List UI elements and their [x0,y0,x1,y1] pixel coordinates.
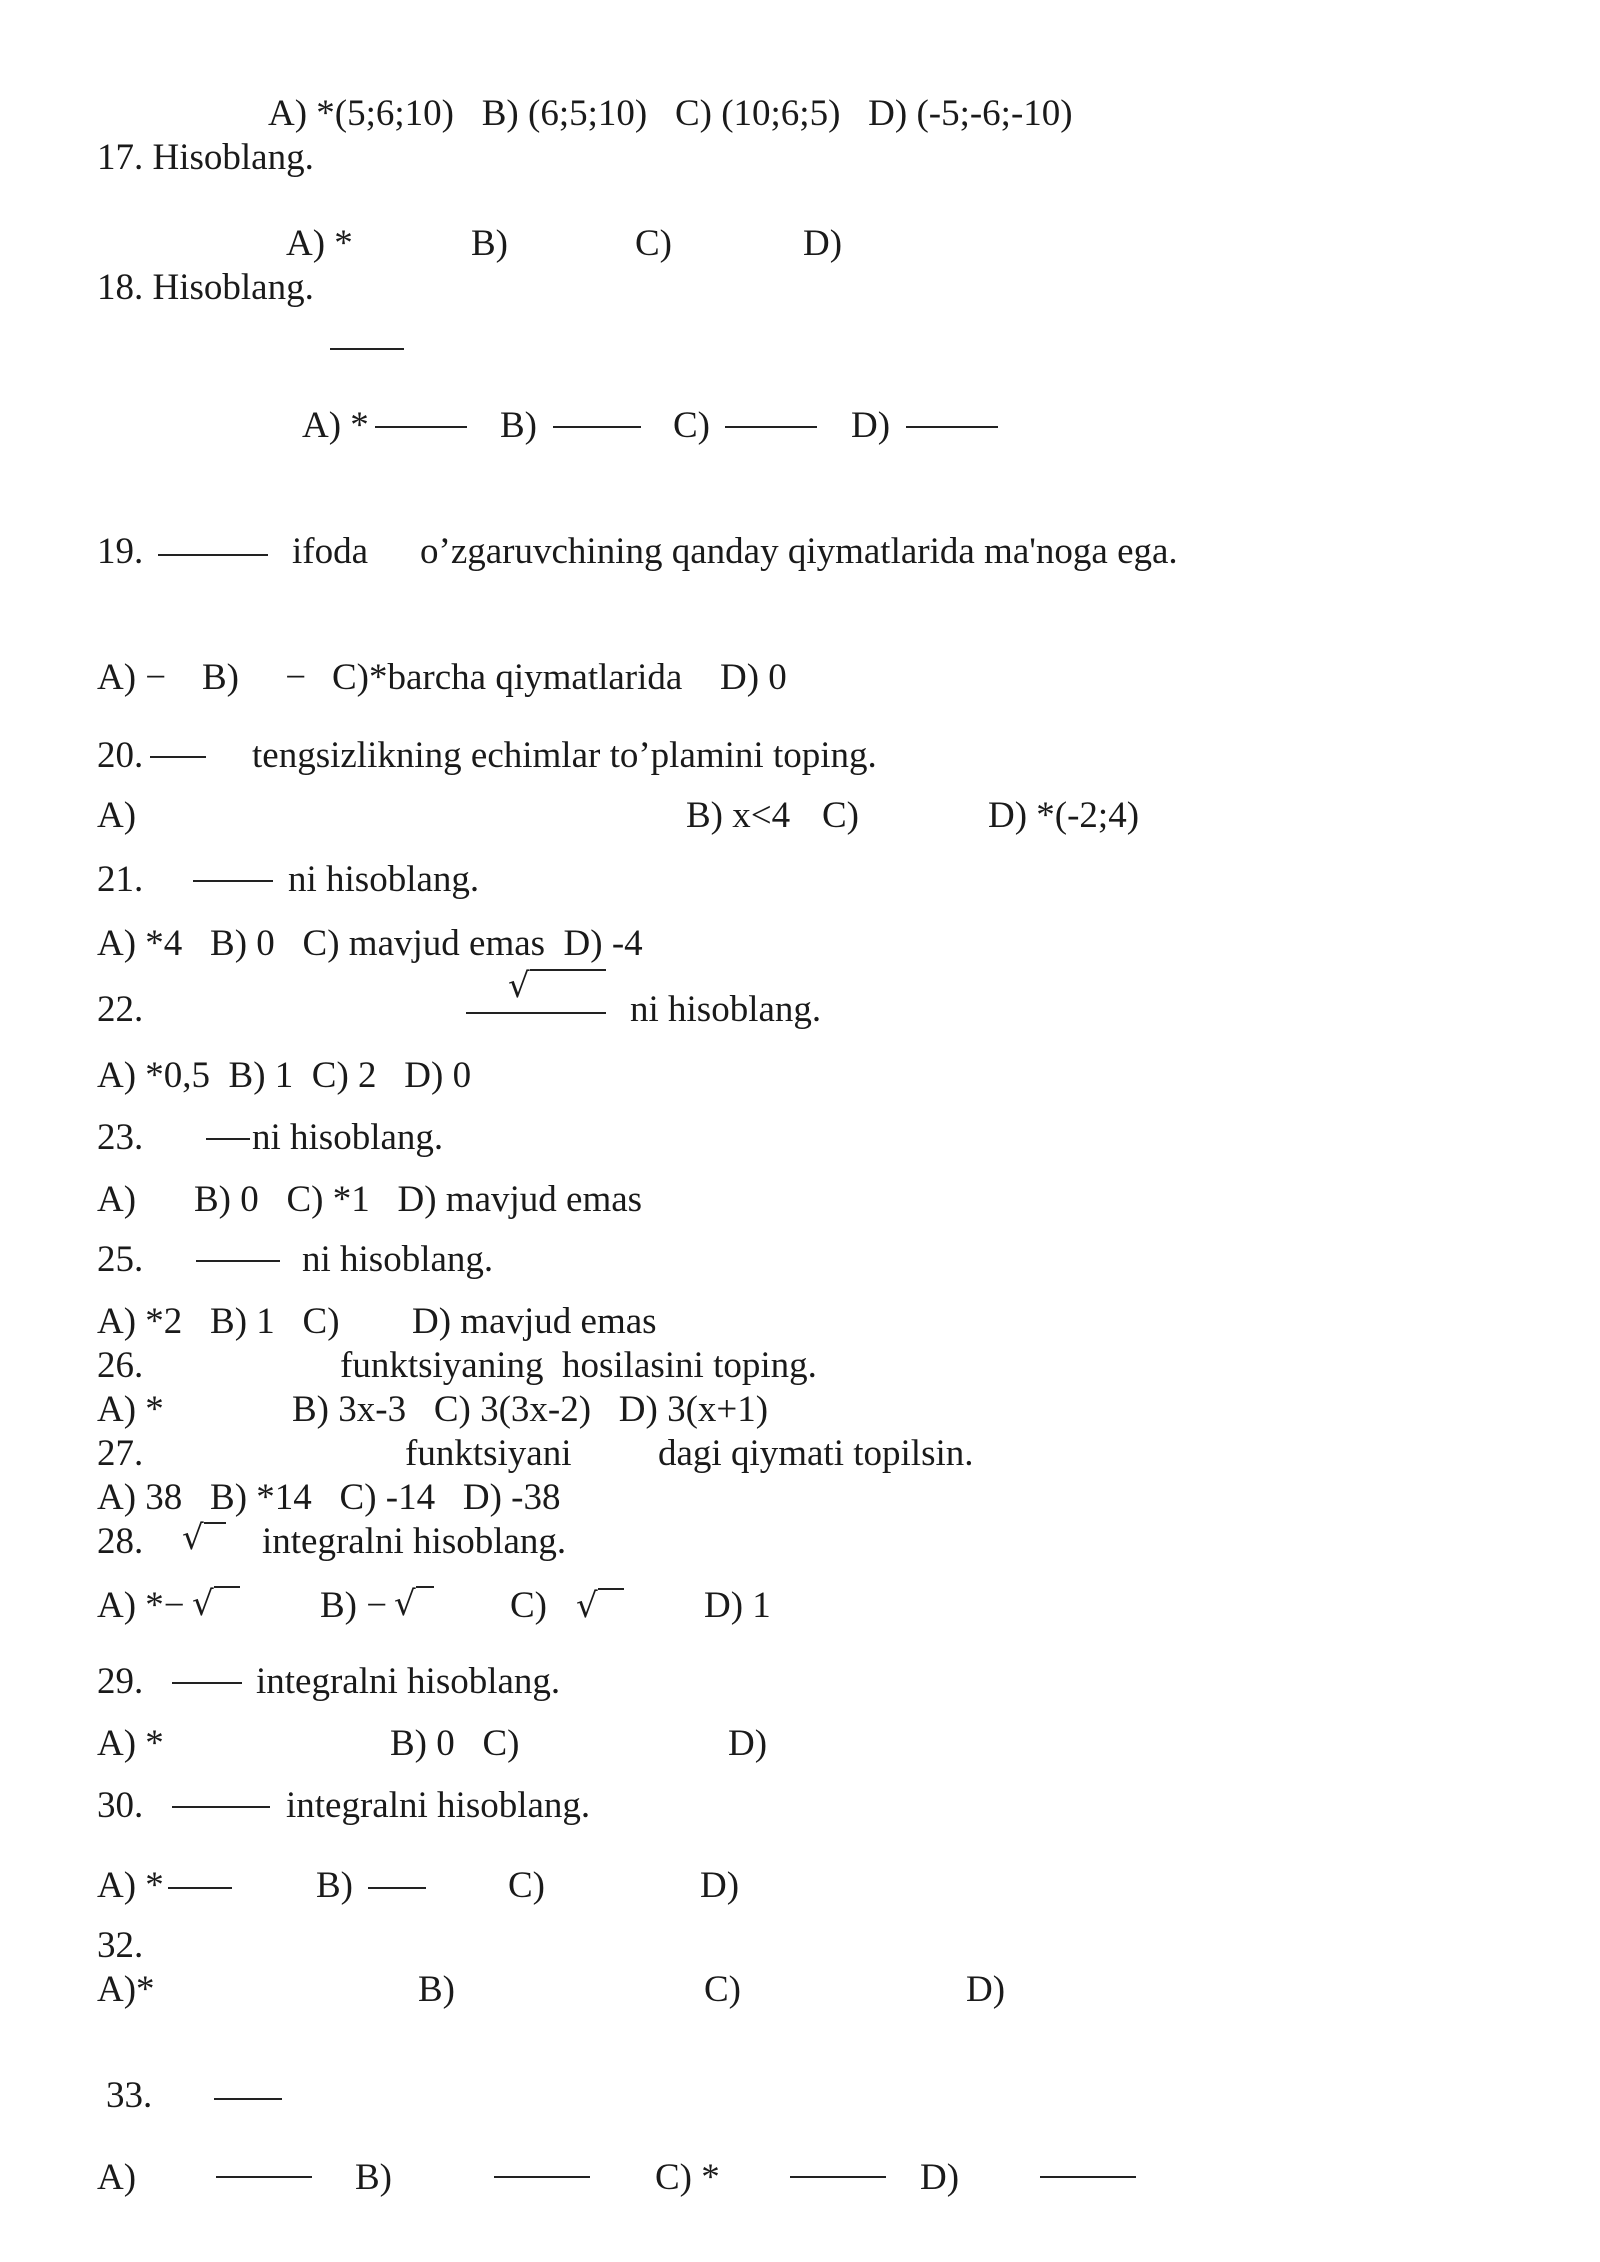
q22-number: 22. [97,989,144,1030]
q26-option-a: A) * [97,1389,164,1430]
q18-b-fraction-bar [553,426,641,428]
q26-options-bcd: B) 3x-3 C) 3(3x-2) D) 3(x+1) [292,1389,769,1430]
q25-fraction-bar [196,1260,280,1262]
q33-b-fraction-bar [494,2176,590,2178]
q32-option-b: B) [418,1969,455,2010]
q17-option-c: C) [635,223,672,264]
q20-option-d: D) *(-2;4) [988,795,1140,836]
q23-options-bcd: B) 0 C) *1 D) mavjud emas [194,1179,643,1220]
q32-option-d: D) [966,1969,1006,2010]
q22-fraction-bar [466,1012,606,1014]
q28-c-sqrt-vinculum [598,1588,624,1590]
q30-option-d: D) [700,1865,740,1906]
q18-option-c: C) [673,405,710,446]
q17-option-a: A) * [286,223,353,264]
q28-sqrt-sign: √ [182,1518,204,1558]
q33-a-fraction-bar [216,2176,312,2178]
q32-option-a: A)* [97,1969,155,2010]
q22-question-text: ni hisoblang. [630,989,822,1030]
q20-option-a: A) [97,795,137,836]
q28-option-d: D) 1 [704,1585,771,1626]
q25-question-text: ni hisoblang. [302,1239,494,1280]
q27-word-funktsiyani: funktsiyani [405,1433,572,1474]
q18-option-d: D) [851,405,891,446]
q21-fraction-bar [193,880,273,882]
q21-number: 21. [97,859,144,900]
q19-number: 19. [97,531,144,572]
q20-fraction-bar [150,756,206,758]
q21-question-text: ni hisoblang. [288,859,480,900]
q30-b-fraction-bar [368,1887,426,1889]
q28-option-c: C) [510,1585,547,1626]
q29-number: 29. [97,1661,144,1702]
q18-option-a: A) * [302,405,369,446]
q28-option-b: B) − [320,1585,388,1626]
q26-number: 26. [97,1345,144,1386]
q28-a-sqrt-vinculum [214,1586,240,1588]
q19-option-b: B) − [202,657,307,698]
q30-question-text: integralni hisoblang. [286,1785,591,1826]
q23-option-a: A) [97,1179,137,1220]
q30-number: 30. [97,1785,144,1826]
q19-word-ifoda: ifoda [292,531,369,572]
q28-option-a: A) *− [97,1585,185,1626]
q28-sqrt-vinculum [204,1522,226,1524]
q33-d-fraction-bar [1040,2176,1136,2178]
q32-number: 32. [97,1925,144,1966]
q23-number: 23. [97,1117,144,1158]
q18-d-fraction-bar [906,426,998,428]
q29-option-d: D) [728,1723,768,1764]
q19-option-c: C)*barcha qiymatlarida [332,657,683,698]
q21-options: A) *4 B) 0 C) mavjud emas D) -4 [97,923,643,964]
q28-number: 28. [97,1521,144,1562]
q33-option-a: A) [97,2157,137,2198]
q32-option-c: C) [704,1969,741,2010]
q26-question-text: funktsiyaning hosilasini toping. [340,1345,817,1386]
q18-a-fraction-bar [375,426,467,428]
q18-c-fraction-bar [725,426,817,428]
q20-question-text: tengsizlikning echimlar to’plamini toping. [252,735,877,776]
q29-question-text: integralni hisoblang. [256,1661,561,1702]
q33-c-fraction-bar [790,2176,886,2178]
q29-fraction-bar [172,1682,242,1684]
q33-option-c: C) * [655,2157,720,2198]
q19-option-d: D) 0 [720,657,787,698]
q22-sqrt-sign: √ [508,966,530,1006]
q33-option-d: D) [920,2157,960,2198]
q23-question-text: ni hisoblang. [252,1117,444,1158]
q30-option-a: A) * [97,1865,164,1906]
q27-number: 27. [97,1433,144,1474]
q27-question-text: dagi qiymati topilsin. [658,1433,974,1474]
q22-options: A) *0,5 B) 1 C) 2 D) 0 [97,1055,472,1096]
q19-fraction-bar [158,554,268,556]
q16-options: A) *(5;6;10) B) (6;5;10) C) (10;6;5) D) (-5;-6;-10) [268,93,1073,134]
q29-options-bc: B) 0 C) [390,1723,520,1764]
q25-options-abc: A) *2 B) 1 C) [97,1301,340,1342]
q18-question: 18. Hisoblang. [97,267,314,308]
q33-option-b: B) [355,2157,392,2198]
q17-option-b: B) [471,223,508,264]
q19-option-a: A) − [97,657,167,698]
q20-option-b: B) x<4 [686,795,791,836]
q27-options: A) 38 B) *14 C) -14 D) -38 [97,1477,561,1518]
q19-question-text: o’zgaruvchining qanday qiymatlarida ma'noga ega. [420,531,1178,572]
q20-option-c: C) [822,795,859,836]
q20-number: 20. [97,735,144,776]
q25-option-d: D) mavjud emas [412,1301,657,1342]
q29-option-a: A) * [97,1723,164,1764]
q28-a-sqrt-sign: √ [192,1584,214,1624]
q33-number: 33. [106,2075,153,2116]
q28-b-sqrt-sign: √ [394,1584,416,1624]
q30-fraction-bar [172,1806,270,1808]
q18-option-b: B) [500,405,537,446]
q28-question-text: integralni hisoblang. [262,1521,567,1562]
q18-fraction-bar [330,348,404,350]
q17-question: 17. Hisoblang. [97,137,314,178]
q28-c-sqrt-sign: √ [576,1586,598,1626]
q30-a-fraction-bar [168,1887,232,1889]
q22-sqrt-vinculum [530,969,606,971]
q30-option-c: C) [508,1865,545,1906]
q17-option-d: D) [803,223,843,264]
q30-option-b: B) [316,1865,353,1906]
q33-fraction-bar [214,2098,282,2100]
q25-number: 25. [97,1239,144,1280]
q23-fraction-bar [206,1138,250,1140]
q28-b-sqrt-vinculum [416,1586,434,1588]
